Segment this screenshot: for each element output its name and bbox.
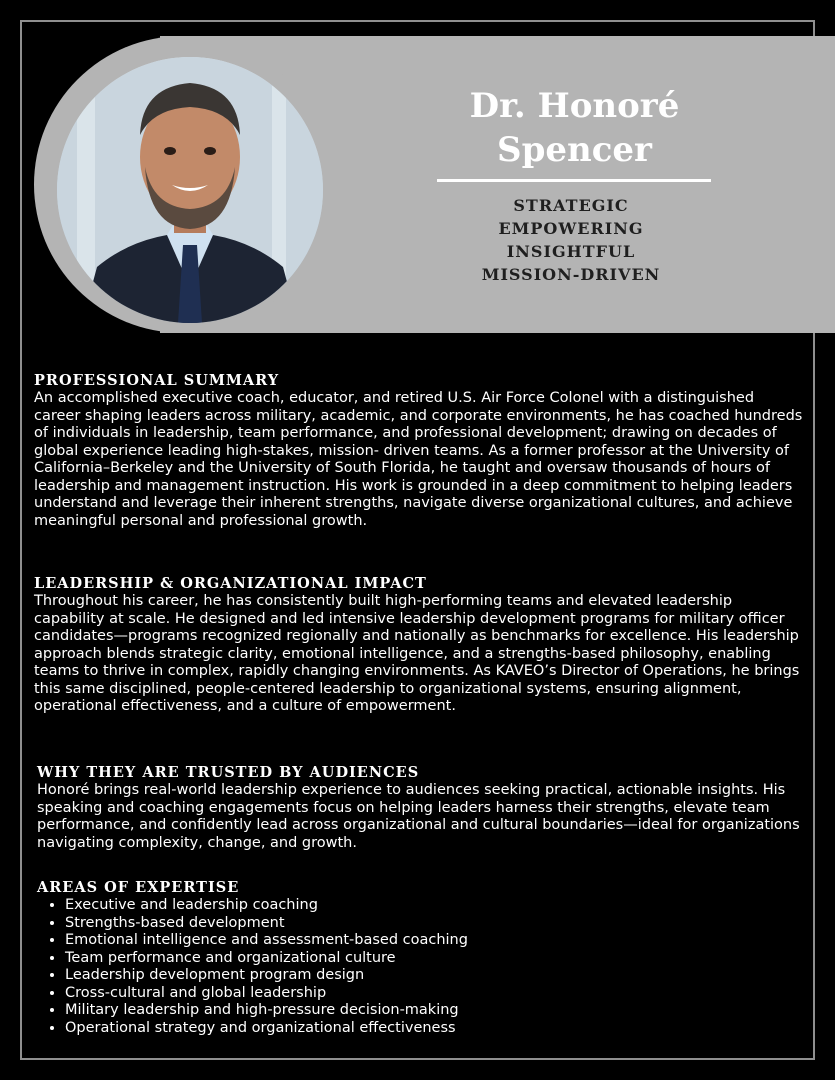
person-name: Dr. Honoré Spencer <box>469 86 680 170</box>
section-heading: PROFESSIONAL SUMMARY <box>34 372 280 389</box>
list-item: • Leadership development program design <box>65 967 807 985</box>
trait-item: STRATEGIC <box>513 196 629 215</box>
trusted-by-audiences-section <box>37 764 807 852</box>
section-body: Throughout his career, he has consistently built high-performing teams and elevated leadership capability at scale. He designed and led intensive leadership development programs for military officer candidates—programs recognized regionally and nationally as benchmarks for excellence. His leadership approach blends strategic clarity, emotional intelligence, and a strengths-based philosophy, enabling teams to thrive in complex, rapidly changing environments. As KAVEO’s Director of Operations, he brings this same disciplined, people-centered leadership to organizational systems, ensuring alignment, operational effectiveness, and a culture of empowerment. <box>34 593 800 714</box>
name-divider <box>437 179 711 182</box>
list-item: • Executive and leadership coaching <box>65 897 807 915</box>
section-body: Honoré brings real-world leadership experience to audiences seeking practical, actionable insights. His speaking and coaching engagements focus on helping leaders harness their strengths, elevate team performance, and confidently lead across organizational and cultural boundaries—ideal for organizations navigating complexity, change, and growth. <box>37 782 800 851</box>
expertise-list <box>37 897 807 1037</box>
trait-list <box>437 194 705 286</box>
list-item: • Cross-cultural and global leadership <box>65 985 807 1003</box>
section-heading: WHY THEY ARE TRUSTED BY AUDIENCES <box>37 764 420 781</box>
list-item: • Operational strategy and organizational effectiveness <box>65 1020 807 1038</box>
trait-item: EMPOWERING <box>498 219 644 238</box>
leadership-impact-section <box>34 575 804 716</box>
section-heading: LEADERSHIP & ORGANIZATIONAL IMPACT <box>34 575 427 592</box>
professional-summary-section <box>34 372 804 530</box>
portrait-photo <box>57 57 323 323</box>
portrait-illustration <box>57 57 323 323</box>
list-item: • Military leadership and high-pressure decision-making <box>65 1002 807 1020</box>
section-body: An accomplished executive coach, educator, and retired U.S. Air Force Colonel with a distinguished career shaping leaders across military, academic, and corporate environments, he has coached hundreds of individuals in leadership, team performance, and professional development; drawing on decades of global experience leading high-stakes, mission- driven teams. As a former professor at the University of California–Berkeley and the University of South Florida, he taught and oversaw thousands of hours of leadership and management instruction. His work is grounded in a deep commitment to helping leaders understand and leverage their inherent strengths, navigate diverse organizational cultures, and achieve meaningful personal and professional growth. <box>34 390 803 529</box>
trait-item: INSIGHTFUL <box>506 242 636 261</box>
list-item: • Team performance and organizational culture <box>65 950 807 968</box>
list-item: • Strengths-based development <box>65 915 807 933</box>
areas-of-expertise-section <box>37 879 807 1037</box>
trait-item: MISSION-DRIVEN <box>481 265 661 284</box>
list-item: • Emotional intelligence and assessment-based coaching <box>65 932 807 950</box>
section-heading: AREAS OF EXPERTISE <box>37 879 240 896</box>
